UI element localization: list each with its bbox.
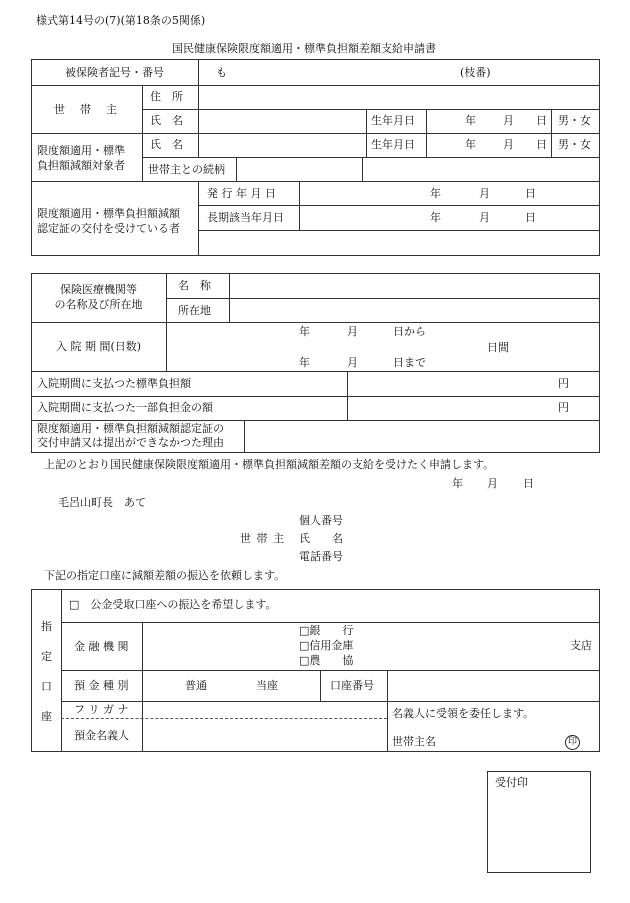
- long-term-date-label: 長期該当年月日: [207, 211, 284, 224]
- seal-mark: 印: [565, 735, 580, 750]
- long-term-year: 年: [430, 211, 441, 224]
- period-to-month: 月: [347, 356, 358, 369]
- declaration-year: 年: [452, 477, 463, 490]
- period-to-year: 年: [299, 356, 310, 369]
- account-side-label-4: 座: [41, 710, 52, 723]
- branch-number-label: (枝番): [460, 66, 491, 79]
- householder-birth-day: 日: [536, 114, 547, 127]
- standard-burden-label: 入院期間に支払つた標準負担額: [37, 377, 191, 390]
- bank-option-shinkin[interactable]: □信用金庫: [299, 639, 354, 652]
- householder-name-label: 氏 名: [150, 114, 183, 127]
- bank-label: 金 融 機 関: [74, 640, 129, 653]
- account-side-label-1: 指: [41, 620, 52, 633]
- hospital-period-label: 入 院 期 間(日数): [55, 340, 142, 353]
- target-birth-day: 日: [536, 138, 547, 151]
- account-number-label: 口座番号: [330, 679, 374, 692]
- period-to-suffix: 日まで: [393, 356, 426, 369]
- account-side-label-2: 定: [41, 650, 52, 663]
- target-birth-label: 生年月日: [371, 138, 415, 151]
- public-fund-checkbox[interactable]: □ 公金受取口座への振込を希望します。: [69, 598, 277, 611]
- householder-birth-month: 月: [503, 114, 514, 127]
- hospital-label-line2: の名称及び所在地: [54, 298, 143, 311]
- issue-year: 年: [430, 187, 441, 200]
- reason-label-line2: 交付申請又は提出ができなかつた理由: [37, 436, 224, 449]
- reception-stamp-label: 受付印: [495, 776, 528, 789]
- branch-label: 支店: [570, 639, 592, 652]
- phone-label: 電話番号: [299, 550, 343, 563]
- furigana-label: フ リ ガ ナ: [74, 703, 129, 716]
- hospital-name-label: 名 称: [178, 279, 211, 292]
- account-holder-label: 預金名義人: [74, 729, 129, 742]
- period-from-suffix: 日から: [393, 325, 426, 338]
- certificate-label-line2: 認定証の交付を受けている者: [37, 222, 180, 235]
- target-label-line2: 負担額減額対象者: [37, 159, 125, 172]
- bank-option-ja[interactable]: □農 協: [299, 654, 354, 667]
- householder-address-label: 住 所: [150, 90, 183, 103]
- standard-burden-yen: 円: [558, 377, 569, 390]
- account-side-label-3: 口: [41, 680, 52, 693]
- issue-date-label: 発 行 年 月 日: [207, 187, 276, 200]
- long-term-day: 日: [525, 211, 536, 224]
- account-type-ordinary[interactable]: 普通: [185, 679, 207, 692]
- certificate-label-line1: 限度額適用・標準負担額減額: [37, 207, 180, 220]
- page-title: 国民健康保険限度額適用・標準負担額差額支給申請書: [172, 42, 436, 55]
- period-from-month: 月: [347, 325, 358, 338]
- issue-month: 月: [479, 187, 490, 200]
- target-sex: 男・女: [558, 138, 591, 151]
- transfer-intro: 下記の指定口座に減額差額の振込を依頼します。: [44, 569, 286, 582]
- long-term-month: 月: [479, 211, 490, 224]
- addressee: 毛呂山町長 あて: [58, 496, 146, 509]
- period-days-label: 日間: [487, 341, 509, 354]
- householder-sex: 男・女: [558, 114, 591, 127]
- period-from-year: 年: [299, 325, 310, 338]
- householder-label: 世 帯 主: [54, 103, 119, 116]
- relation-label: 世帯主との続柄: [148, 163, 225, 176]
- declaration-text: 上記のとおり国民健康保険限度額適用・標準負担額減額差額の支給を受けたく申請します。: [44, 458, 495, 471]
- issue-day: 日: [525, 187, 536, 200]
- declaration-day: 日: [523, 477, 534, 490]
- bank-option-bank[interactable]: □銀 行: [299, 624, 354, 637]
- target-name-label: 氏 名: [150, 138, 183, 151]
- householder-birth-year: 年: [465, 114, 476, 127]
- delegation-text: 名義人に受領を委任します。: [392, 707, 535, 720]
- form-number: 様式第14号の(7)(第18条の5関係): [36, 14, 206, 27]
- target-birth-month: 月: [503, 138, 514, 151]
- reason-label-line1: 限度額適用・標準負担額減額認定証の: [37, 422, 224, 435]
- applicant-name-label: 氏 名: [299, 532, 343, 545]
- hospital-location-label: 所在地: [178, 304, 211, 317]
- partial-burden-yen: 円: [558, 401, 569, 414]
- householder-birth-label: 生年月日: [371, 114, 415, 127]
- partial-burden-label: 入院期間に支払つた一部負担金の額: [37, 401, 213, 414]
- target-label-line1: 限度額適用・標準: [37, 144, 125, 157]
- insured-number-prefix: も: [216, 66, 227, 79]
- personal-number-label: 個人番号: [299, 514, 343, 527]
- applicant-householder-label: 世 帯 主: [240, 532, 285, 545]
- hospital-label-line1: 保険医療機関等: [60, 283, 137, 296]
- householder-name-label: 世帯主名: [392, 735, 436, 748]
- account-type-label: 預 金 種 別: [74, 679, 129, 692]
- insured-number-label: 被保険者記号・番号: [65, 66, 164, 79]
- target-birth-year: 年: [465, 138, 476, 151]
- declaration-month: 月: [487, 477, 498, 490]
- account-type-current[interactable]: 当座: [256, 679, 278, 692]
